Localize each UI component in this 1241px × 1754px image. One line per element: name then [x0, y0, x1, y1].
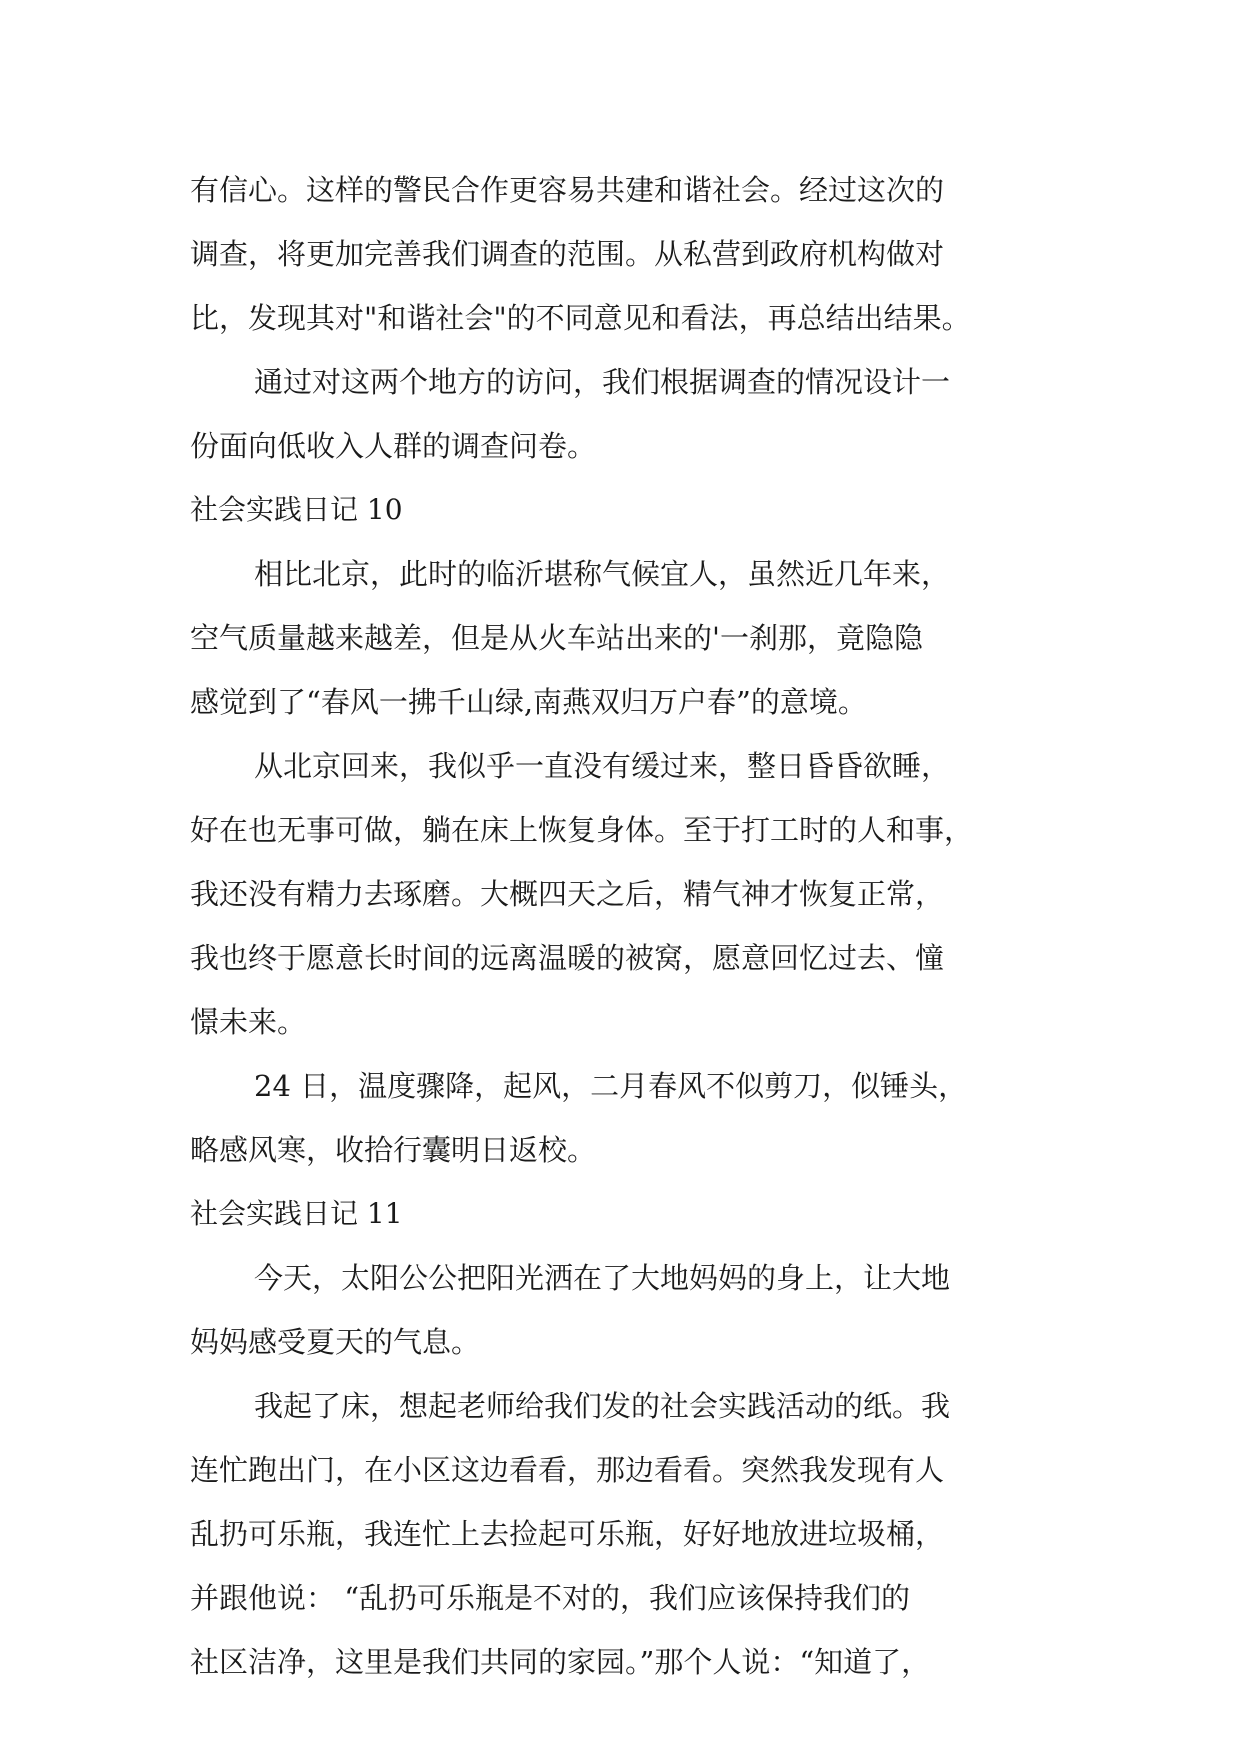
- text-line: 社区洁净，这里是我们共同的家园。”那个人说：“知道了，: [190, 1645, 931, 1679]
- paragraph-first-line: 今天，太阳公公把阳光洒在了大地妈妈的身上，让大地: [254, 1261, 951, 1295]
- paragraph-first-line: 从北京回来，我似乎一直没有缓过来，整日昏昏欲睡，: [254, 749, 951, 783]
- paragraph-first-line: 24 日，温度骤降，起风，二月春风不似剪刀，似锤头，: [254, 1069, 968, 1103]
- text-line: 乱扔可乐瓶，我连忙上去捡起可乐瓶，好好地放进垃圾桶，: [190, 1517, 945, 1551]
- paragraph-first-line: 相比北京，此时的临沂堪称气候宜人，虽然近几年来，: [254, 557, 951, 591]
- text-line: 调查，将更加完善我们调查的范围。从私营到政府机构做对: [190, 237, 945, 271]
- text-line: 有信心。这样的警民合作更容易共建和谐社会。经过这次的: [190, 173, 945, 207]
- text-line: 并跟他说： “乱扔可乐瓶是不对的，我们应该保持我们的: [190, 1581, 911, 1615]
- text-line: 比，发现其对"和谐社会"的不同意见和看法，再总结出结果。: [190, 301, 971, 335]
- text-line: 我还没有精力去琢磨。大概四天之后，精气神才恢复正常，: [190, 877, 945, 911]
- text-line: 连忙跑出门，在小区这边看看，那边看看。突然我发现有人: [190, 1453, 945, 1487]
- text-line: 份面向低收入人群的调查问卷。: [190, 429, 597, 463]
- section-heading: 社会实践日记 10: [190, 493, 403, 526]
- text-line: 好在也无事可做，躺在床上恢复身体。至于打工时的人和事，: [190, 813, 974, 847]
- text-line: 我也终于愿意长时间的远离温暖的被窝，愿意回忆过去、憧: [190, 941, 945, 975]
- paragraph-first-line: 我起了床，想起老师给我们发的社会实践活动的纸。我: [254, 1389, 951, 1423]
- text-line: 憬未来。: [190, 1005, 307, 1039]
- document-body: [190, 158, 1050, 1694]
- section-heading: 社会实践日记 11: [190, 1197, 403, 1230]
- text-line: 妈妈感受夏天的气息。: [190, 1325, 481, 1359]
- text-line: 略感风寒，收拾行囊明日返校。: [190, 1133, 597, 1167]
- text-line: 空气质量越来越差，但是从火车站出来的'一刹那，竟隐隐: [190, 621, 923, 655]
- paragraph-first-line: 通过对这两个地方的访问，我们根据调查的情况设计一: [254, 365, 951, 399]
- text-line: 感觉到了“春风一拂千山绿,南燕双归万户春”的意境。: [190, 685, 867, 719]
